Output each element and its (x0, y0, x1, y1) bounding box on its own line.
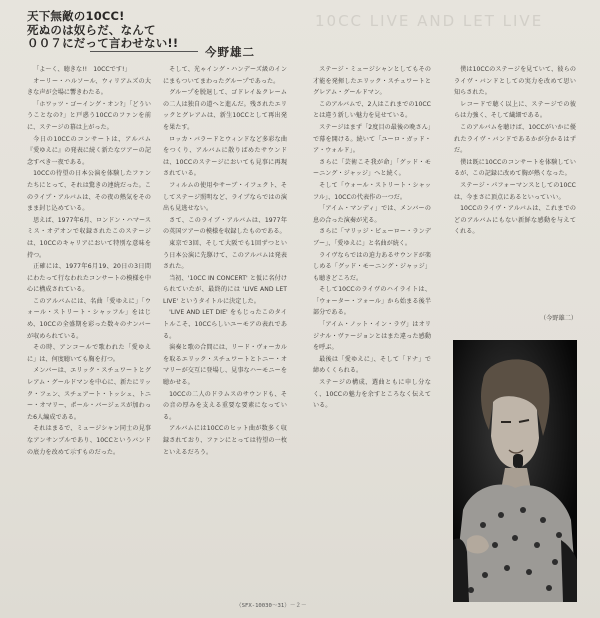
paragraph: ロッカ・バラードとウィンドなど多彩な曲をつくり、アルバムに散りばめたサウンドは、10CCのステージにおいても見事に再現されている。 (163, 135, 287, 178)
paragraph: さらに「マリッジ・ビューロー・ランデブー」、「愛ゆえに」と名曲が続く。 (313, 228, 431, 247)
paragraph: 東京で3回、そして大阪でも1回ずつという日本公演に先駆けて、このアルバムは発表された。 (163, 239, 287, 271)
paragraph: ライヴならではの迫力あるサウンドが楽しめる「グッド・モーニング・ジャッジ」も聴きどころだ。 (313, 251, 431, 282)
paragraph: 「よ〜く、聴きな!! 10CCです!」 (33, 66, 131, 73)
band-member-photo (453, 340, 577, 602)
paragraph: さらに「芸術こそ我が命」「グッド・モーニング・ジャッジ」へと続く。 (313, 158, 431, 178)
paragraph: そして10CCのライヴのハイライトは、「ウォーター・フォール」から始まる後半部分である。 (313, 286, 431, 317)
performer-photo-illustration (453, 340, 577, 602)
paragraph: 10CCのライヴ・アルバムは、これまでのどのアルバムにもない新鮮な感動を与えてくれる。 (454, 205, 576, 236)
headline-line-2: 死ぬのは奴らだ、なんて (27, 22, 156, 37)
paragraph: グループを脱退して、ゴドレイ＆クレームの二人は独自の道へと進んだ。残されたエリックとグレアムは、新生10CCとして再出発を果たす。 (163, 89, 287, 131)
paragraph: 演奏と歌の合間には、リード・ヴォーカルを取るエリック・スチュワートとトニー・オマリーが交互に登場し、見事なハーモニーを聴かせる。 (163, 344, 287, 387)
paragraph: レコードで聴く以上に、ステージでの彼らは力強く、そして繊細である。 (454, 100, 576, 120)
author-signature: （今野雄二） (540, 315, 578, 322)
text-column-4 (454, 64, 576, 319)
headline-line-3: ００７にだって言わせない!! (27, 36, 179, 50)
paragraph: そして、光ゃイング・ハンデーズ級のインにまもついてまわったグループであった。 (163, 66, 287, 85)
paragraph: 'LIVE AND LET DIE' をもじったこのタイトルこそ、10CCらしいユーモアの表れである。 (163, 309, 287, 340)
paragraph: アルバムには10CCのヒット曲が数多く収録されており、ファンにとっては待望の一枚といえるだろう。 (163, 425, 287, 456)
text-column-3 (313, 64, 431, 594)
paragraph: オーリー・ハルソール、ウィリアムズの大きな声が会場に響きわたる。 (27, 77, 151, 97)
byline-rule (90, 51, 198, 52)
paragraph: その時、アンコールで歌われた「愛ゆえに」は、何度聴いても胸を打つ。 (27, 344, 151, 363)
paragraph: フィルムの使用やサーブ・イフェクト、そしてステージ照明など、ライブならではの演出も見逃せない。 (163, 181, 287, 213)
paragraph: 思えば、1977年6月、ロンドン・ハマースミス・オデオンで収録されたこのステージは、10CCのキャリアにおいて特別な意味を持つ。 (27, 216, 151, 259)
paragraph: 最後は「愛ゆえに」、そして「ドナ」で締めくくられる。 (313, 355, 431, 375)
text-column-2 (163, 64, 287, 594)
paragraph: このアルバムを聴けば、10CCがいかに優れたライヴ・バンドであるかが分かるはずだ。 (454, 123, 576, 155)
text-column-1 (27, 64, 151, 594)
catalog-footer: （SFX-10030～31）－２－ (236, 603, 307, 609)
paragraph: 正確には、1977年6月19、20日の3日間にわたって行なわれたコンサートの模様を中心に構成されている。 (27, 263, 151, 294)
paragraph: 10CCの二人のドラムスのサウンドも、その音の厚みを支える重要な要素になっている。 (163, 390, 287, 421)
paragraph: それはまるで、ミュージシャン同士の見事なアンサンブルであり、10CCというバンドの底力を改めて示すものだった。 (27, 425, 151, 456)
paragraph: 当初、'10CC IN CONCERT' と仮に名付けられていたが、最終的には 'LIVE AND LET LIVE' というタイトルに決定した。 (163, 274, 287, 305)
paragraph: さて、このライブ・アルバムは、1977年の英国ツアーの模様を収録したものである。 (163, 216, 287, 236)
paragraph: ステージ・パフォーマンスとしての10CCは、今まさに頂点にあるといっていい。 (454, 181, 576, 201)
paragraph: ステージの構成、選曲ともに申し分なく、10CCの魅力を余すところなく伝えている。 (313, 379, 431, 410)
faint-header-text: 10CC LIVE AND LET LIVE (315, 12, 544, 30)
paragraph: このアルバムには、名曲「愛ゆえに」「ウォール・ストリート・シャッフル」をはじめ、10CCの全盛期を彩った数々のナンバーが収められている。 (27, 297, 151, 340)
paragraph: このアルバムで、2人はこれまでの10CCとは違う新しい魅力を見せている。 (313, 100, 431, 120)
paragraph: 10CCの待望の日本公演を体験したファンたちにとって、それは驚きの連続だった。このライブ・アルバムは、その夜の熱気をそのまま封じ込めている。 (27, 170, 151, 213)
headline-line-1: 天下無敵の10CC! (27, 9, 125, 23)
paragraph: ステージはまず「2度目の最後の晩さん」で幕を開ける。続いて「ユーロ・ガッド・ア・ウォルド」。 (313, 123, 431, 155)
paragraph: メンバーは、エリック・スチュワートとグレアム・グールドマンを中心に、新たにリック・フェン、スチュアート・トッシュ、トニー・オマリー、ポール・バージェスが加わった6人編成である。 (27, 367, 151, 421)
paragraph: 僕は10CCのステージを見ていて、彼らのライヴ・バンドとしての実力を改めて思い知らされた。 (454, 66, 576, 97)
paragraph: 今日の10CCのコンサートは、アルバム『愛ゆえに』の発表に続く新たなツアーの記念すべき一夜である。 (27, 135, 151, 166)
paragraph: 「ホワッツ・ゴーイング・オン?」「どういうことなの?」と戸惑う10CCのファンを前に、ステージの幕は上がった。 (27, 100, 151, 131)
paragraph: そして「ウォール・ストリート・シャッフル」、10CCの代表作の一つだ。 (313, 181, 431, 201)
paragraph: 僕は既に10CCのコンサートを体験しているが、この記録に改めて胸が熱くなった。 (454, 158, 576, 178)
paragraph: ステージ・ミュージシャンとしてもその才能を発揮したエリック・スチュワートとグレアム・グールドマン。 (313, 66, 431, 97)
paragraph: 「アイム・ノット・イン・ラヴ」はオリジナル・ヴァージョンとはまた違った感動を呼ぶ。 (313, 321, 431, 352)
author-byline: 今野雄二 (205, 45, 255, 59)
paragraph: 「アイム・マンディ」では、メンバーの息の合った演奏が光る。 (313, 205, 431, 224)
